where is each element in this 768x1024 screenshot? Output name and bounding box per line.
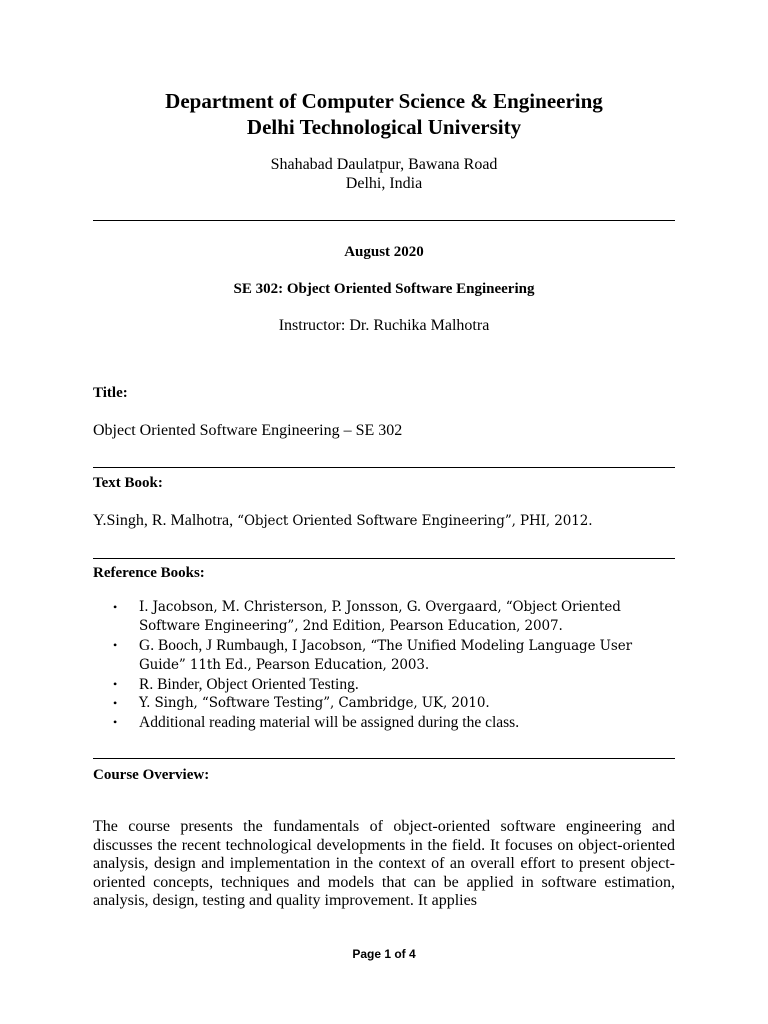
reference-books-heading: Reference Books: bbox=[93, 565, 205, 581]
bullet-icon: • bbox=[113, 638, 118, 652]
bullet-icon: • bbox=[113, 677, 118, 691]
list-item bbox=[93, 694, 683, 713]
reference-line: Y. Singh, “Software Testing”, Cambridge, UK, 2010. bbox=[139, 695, 490, 711]
page-number: Page 1 of 4 bbox=[352, 947, 416, 961]
textbook-authors: Y.Singh, R. Malhotra, bbox=[93, 512, 238, 529]
title-heading: Title: bbox=[93, 385, 128, 401]
bullet-icon: • bbox=[113, 715, 118, 729]
course-name: SE 302: Object Oriented Software Engineering bbox=[233, 281, 535, 297]
course-overview-paragraph: The course presents the fundamentals of object-oriented software engineering and discusses the recent technological developments in the field. It focuses on object-oriented analysis, design and implementation in the context of an overall effort to present object-oriented concepts, techniques and models that can be applied in software estimation, analysis, design, testing and quality improvement. It applies bbox=[93, 818, 675, 909]
bullet-icon: • bbox=[113, 600, 118, 614]
reference-line: Guide” 11th Ed., Pearson Education, 2003. bbox=[139, 657, 430, 673]
divider bbox=[93, 558, 675, 559]
reference-line: Software Engineering”, 2nd Edition, Pearson Education, 2007. bbox=[139, 618, 563, 634]
reference-books-list bbox=[93, 598, 683, 732]
textbook-title: “Object Oriented Software Engineering”, PHI, 2012. bbox=[237, 513, 593, 529]
list-item bbox=[93, 636, 683, 675]
list-item bbox=[93, 675, 683, 694]
address-line-2: Delhi, India bbox=[345, 175, 423, 192]
course-date: August 2020 bbox=[344, 244, 424, 260]
bullet-icon: • bbox=[113, 696, 118, 710]
title-value: Object Oriented Software Engineering – SE 302 bbox=[93, 422, 403, 439]
divider bbox=[93, 758, 675, 759]
list-item bbox=[93, 713, 683, 732]
reference-rest: I Jacobson, “The Unified Modeling Language User bbox=[291, 638, 633, 654]
instructor-line: Instructor: Dr. Ruchika Malhotra bbox=[278, 317, 490, 334]
divider bbox=[93, 220, 675, 221]
reference-lead: G. Booch, J Rumbaugh, bbox=[139, 637, 292, 654]
divider bbox=[93, 467, 675, 468]
university-title: Delhi Technological University bbox=[246, 115, 522, 139]
textbook-heading: Text Book: bbox=[93, 475, 163, 491]
list-item bbox=[93, 598, 683, 636]
department-title: Department of Computer Science & Engineering bbox=[165, 89, 603, 113]
address-line-1: Shahabad Daulatpur, Bawana Road bbox=[270, 156, 498, 173]
reference-line bbox=[139, 636, 683, 656]
reference-line: I. Jacobson, M. Christerson, P. Jonsson, G. Overgaard, “Object Oriented bbox=[139, 599, 621, 615]
course-overview-heading: Course Overview: bbox=[93, 767, 210, 783]
reference-line: R. Binder, Object Oriented Testing. bbox=[139, 676, 359, 693]
reference-line: Additional reading material will be assigned during the class. bbox=[139, 714, 520, 731]
textbook-citation bbox=[93, 511, 592, 531]
